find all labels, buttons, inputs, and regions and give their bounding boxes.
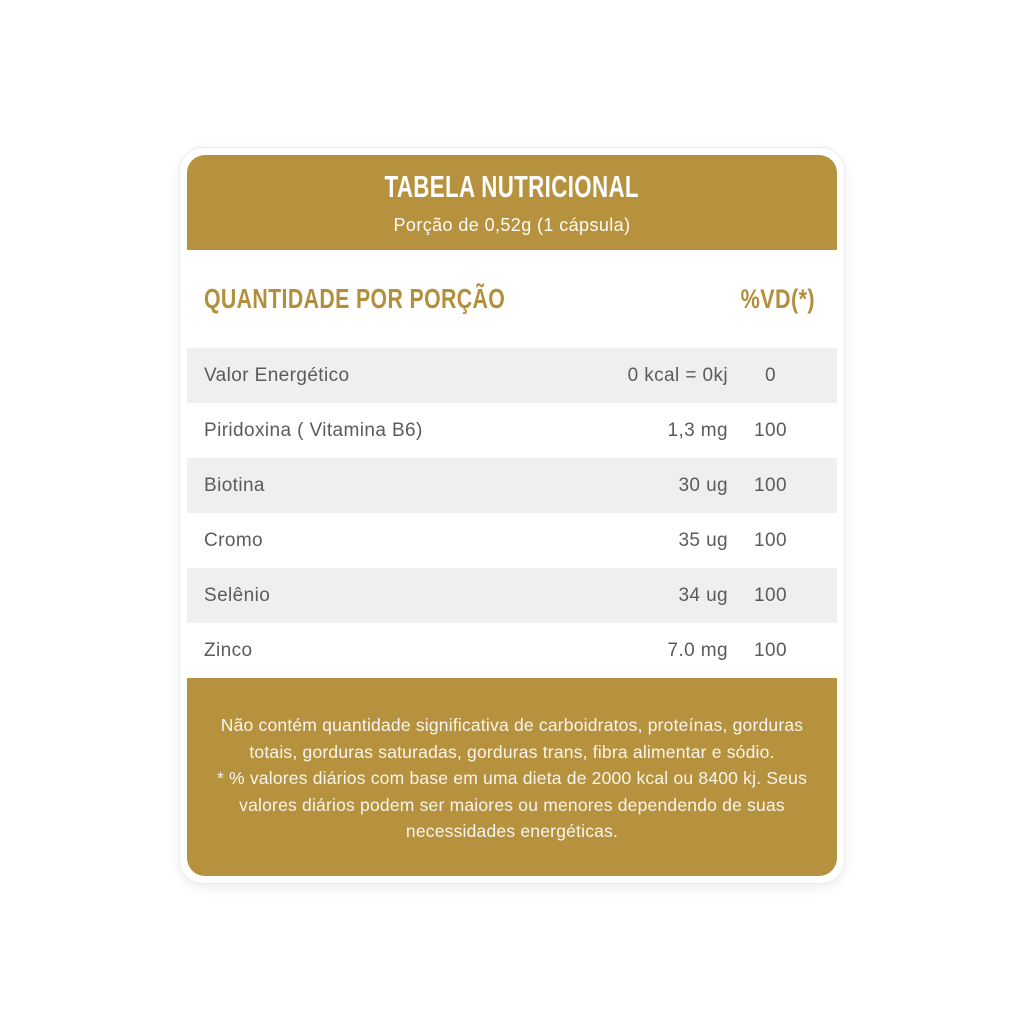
nutrient-amount: 1,3 mg: [667, 419, 728, 441]
nutrition-label-card: [179, 147, 845, 884]
nutrient-name: Zinco: [204, 639, 253, 661]
nutrient-amount: 0 kcal = 0kj: [627, 364, 728, 386]
note-daily-values: * % valores diários com base em uma dieta de 2000 kcal ou 8400 kj. Seus valores diários podem ser maiores ou menores dependendo de suas necessidades energéticas.: [216, 768, 808, 841]
nutrient-amount: 34 ug: [678, 584, 728, 606]
column-header-row: [187, 250, 837, 348]
nutrient-name: Piridoxina ( Vitamina B6): [204, 419, 423, 441]
nutrient-name: Valor Energético: [204, 364, 350, 386]
nutrition-label-content: [187, 155, 837, 876]
nutrient-daily-value: 100: [754, 529, 787, 551]
table-row: [187, 568, 837, 623]
nutrient-daily-value: 100: [754, 474, 787, 496]
nutrient-daily-value: 100: [754, 419, 787, 441]
serving-size: Porção de 0,52g (1 cápsula): [393, 215, 631, 235]
note-significant-amounts: Não contém quantidade significativa de carboidratos, proteínas, gorduras totais, gorduras saturadas, gorduras trans, fibra alimentar e sódio.: [220, 715, 804, 762]
table-row: [187, 458, 837, 513]
nutrient-amount: 30 ug: [678, 474, 728, 496]
quantity-column-label: QUANTIDADE POR PORÇÃO: [204, 283, 506, 314]
nutrition-header: [187, 155, 837, 250]
table-row: [187, 348, 837, 403]
table-row: [187, 403, 837, 458]
table-row: [187, 623, 837, 678]
daily-value-column-label: %VD(*): [740, 283, 815, 314]
nutrient-amount: 35 ug: [678, 529, 728, 551]
nutrient-name: Biotina: [204, 474, 265, 496]
nutrient-daily-value: 100: [754, 639, 787, 661]
nutrition-table-body: [187, 348, 837, 678]
table-row: [187, 513, 837, 568]
table-title: TABELA NUTRICIONAL: [384, 169, 640, 204]
nutrient-daily-value: 100: [754, 584, 787, 606]
nutrient-name: Cromo: [204, 529, 264, 551]
nutrient-daily-value: 0: [765, 364, 776, 386]
nutrient-name: Selênio: [204, 584, 271, 606]
footer-notes: [187, 678, 837, 876]
nutrient-amount: 7.0 mg: [667, 639, 728, 661]
